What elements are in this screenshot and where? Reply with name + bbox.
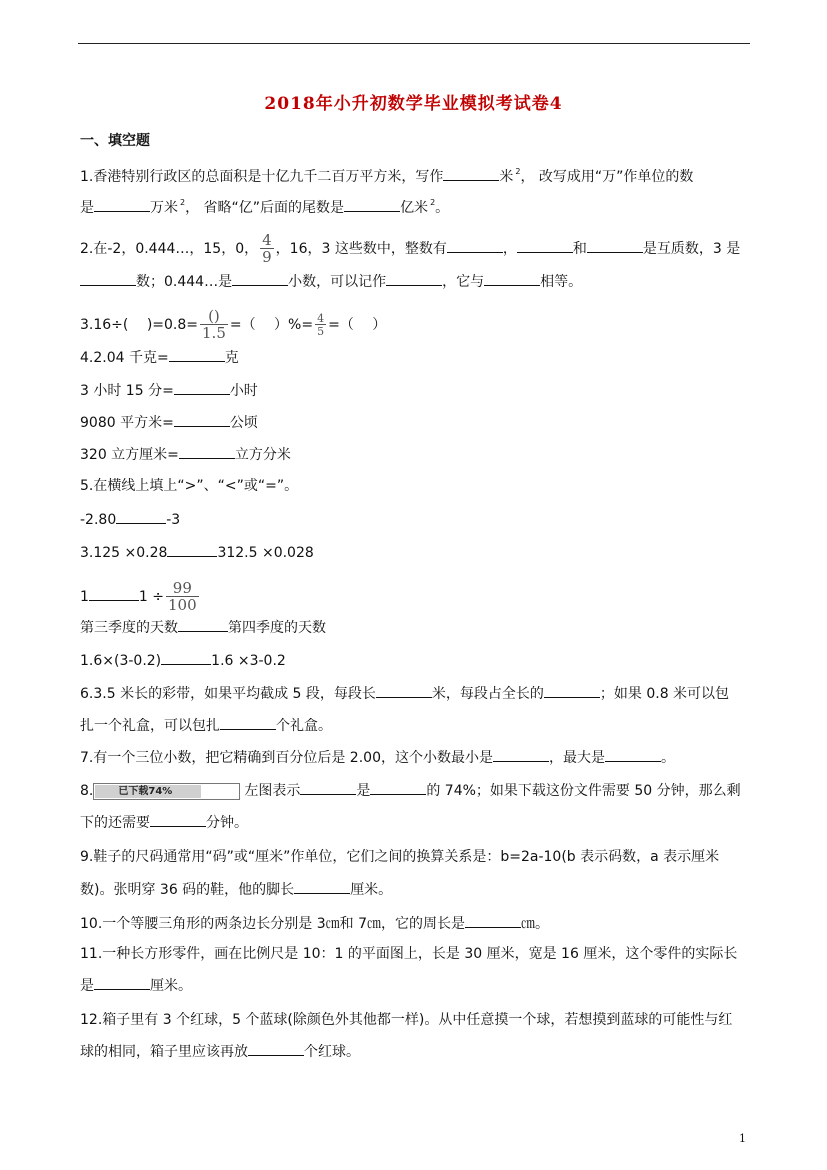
exam-title: 2018年小升初数学毕业模拟考试卷4 <box>264 94 563 114</box>
q5-heading: 5.在横线上填上“>”、“<”或“=”。 <box>80 478 299 494</box>
q8-line2: 下的还需要 分钟。 <box>80 812 248 832</box>
q11-line1: 11.一种长方形零件，画在比例尺是 10：1 的平面图上，长是 30 厘米，宽是 16 厘米，这个零件的实际长 <box>80 946 738 962</box>
answer-blank[interactable] <box>300 780 356 795</box>
q4-line4: 320 立方厘米= 立方分米 <box>80 444 291 464</box>
answer-blank[interactable] <box>386 271 442 286</box>
answer-blank[interactable] <box>465 913 521 928</box>
answer-blank[interactable] <box>116 509 166 524</box>
answer-blank[interactable] <box>94 975 150 990</box>
section-heading: 一、填空题 <box>80 133 150 149</box>
answer-blank[interactable] <box>517 238 573 253</box>
q10-line: 10.一个等腰三角形的两条边长分别是 3㎝和 7㎝，它的周长是 ㎝。 <box>80 913 549 933</box>
answer-blank[interactable] <box>94 197 150 212</box>
answer-blank[interactable] <box>161 650 211 665</box>
q12-line2: 球的相同，箱子里应该再放 个红球。 <box>80 1041 360 1061</box>
q5-line1: -2.80 -3 <box>80 509 180 529</box>
answer-blank[interactable] <box>294 879 350 894</box>
answer-blank[interactable] <box>484 271 540 286</box>
answer-blank[interactable] <box>248 1041 304 1056</box>
q4-line3: 9080 平方米= 公顷 <box>80 412 258 432</box>
answer-blank[interactable] <box>370 780 426 795</box>
answer-blank[interactable] <box>174 380 230 395</box>
q5-line2: 3.125 ×0.28 312.5 ×0.028 <box>80 542 314 562</box>
fraction-4-5: $\frac{4}{5}$ <box>317 312 325 338</box>
q6-line1: 6.3.5 米长的彩带，如果平均截成 5 段，每段长 米，每段占全长的 ；如果 0.8 米可以包 <box>80 683 729 703</box>
download-progress-bar: 已下载74% <box>93 783 240 800</box>
answer-blank[interactable] <box>220 715 276 730</box>
answer-blank[interactable] <box>376 683 432 698</box>
fraction-99-100: $\frac{99}{100}$ <box>168 579 197 614</box>
answer-blank[interactable] <box>443 166 499 181</box>
answer-blank[interactable] <box>80 271 136 286</box>
q12-line1: 12.箱子里有 3 个红球，5 个蓝球(除颜色外其他都一样)。从中任意摸一个球，若想摸到蓝球的可能性与红 <box>80 1012 733 1028</box>
q9-line2: 数)。张明穿 36 码的鞋，他的脚长 厘米。 <box>80 879 392 899</box>
q4-line2: 3 小时 15 分= 小时 <box>80 380 258 400</box>
q3-line: 3.16÷( )=0.8= $\frac{()}{1.5}$ =（ ）%= $\frac{4}{5}$ =（ ） <box>80 307 387 342</box>
q9-line1: 9.鞋子的尺码通常用“码”或“厘米”作单位，它们之间的换算关系是：b=2a-10(b 表示码数，a 表示厘米 <box>80 849 720 865</box>
q7-line: 7.有一个三位小数，把它精确到百分位后是 2.00，这个小数最小是 ，最大是 。 <box>80 747 675 767</box>
answer-blank[interactable] <box>179 444 235 459</box>
q5-line3: 1 1 ÷ $\frac{99}{100}$ <box>80 579 197 614</box>
answer-blank[interactable] <box>174 412 230 427</box>
page-number: 1 <box>739 1132 746 1145</box>
answer-blank[interactable] <box>150 812 206 827</box>
q2-line1: 2.在-2，0.444…，15，0， $\frac{4}{9}$ ，16，3 这些数中，整数有 ， 和 是互质数，3 是 <box>80 231 741 266</box>
answer-blank[interactable] <box>587 238 643 253</box>
answer-blank[interactable] <box>89 586 139 601</box>
q8-line1: 8. 已下载74% 左图表示 是 的 74%；如果下载这份文件需要 50 分钟，那么剩 <box>80 780 741 800</box>
q5-line5: 1.6×(3-0.2) 1.6 ×3-0.2 <box>80 650 286 670</box>
q2-line2: 数；0.444…是 小数，可以记作 ，它与 相等。 <box>80 271 582 291</box>
answer-blank[interactable] <box>169 347 225 362</box>
q1-line1: 1.香港特别行政区的总面积是十亿九千二百万平方米，写作 米 $^2$， 改写成用“万”作单位的数 <box>80 167 694 185</box>
header-rule <box>78 43 750 44</box>
answer-blank[interactable] <box>605 747 661 762</box>
q1-line2: 是 万米 $^2$， 省略“亿”后面的尾数是 亿米 $^2$。 <box>80 198 450 216</box>
q11-line2: 是 厘米。 <box>80 975 192 995</box>
answer-blank[interactable] <box>178 617 228 632</box>
fraction-4-9: $\frac{4}{9}$ <box>262 231 272 266</box>
answer-blank[interactable] <box>232 271 288 286</box>
answer-blank[interactable] <box>544 683 600 698</box>
q6-line2: 扎一个礼盒，可以包扎 个礼盒。 <box>80 715 332 735</box>
answer-blank[interactable] <box>447 238 503 253</box>
q4-line1: 4.2.04 千克= 克 <box>80 347 239 367</box>
q5-line4: 第三季度的天数 第四季度的天数 <box>80 617 326 637</box>
answer-blank[interactable] <box>493 747 549 762</box>
fraction-blank-1.5: $\frac{()}{1.5}$ <box>202 307 226 342</box>
answer-blank[interactable] <box>344 197 400 212</box>
answer-blank[interactable] <box>167 542 217 557</box>
